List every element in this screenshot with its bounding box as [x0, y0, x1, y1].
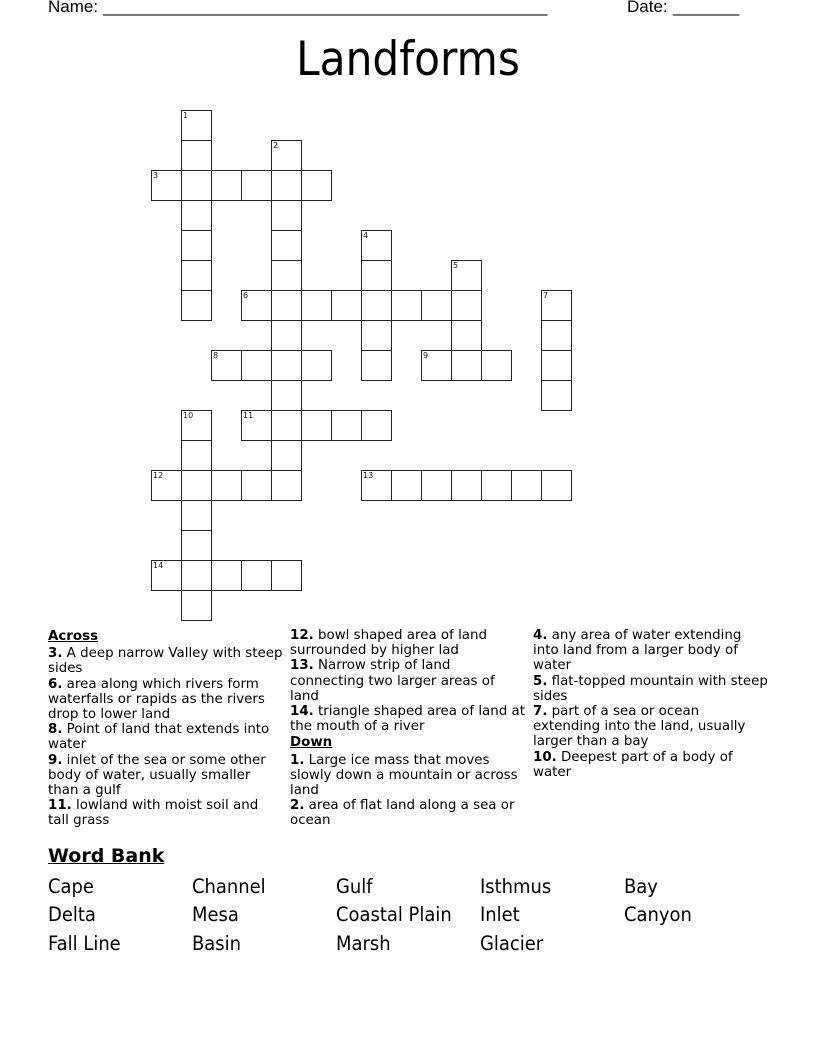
- crossword-cell[interactable]: [271, 470, 302, 501]
- crossword-cell[interactable]: [181, 410, 212, 441]
- crossword-cell[interactable]: [271, 290, 302, 321]
- crossword-cell[interactable]: [301, 350, 332, 381]
- crossword-cell[interactable]: [361, 230, 392, 261]
- crossword-cell[interactable]: [181, 110, 212, 141]
- cell-number: 6: [243, 291, 249, 300]
- crossword-cell[interactable]: [421, 350, 452, 381]
- crossword-cell[interactable]: [181, 170, 212, 201]
- cell-number: 10: [183, 411, 194, 420]
- clue-number: 9.: [48, 752, 63, 768]
- crossword-cell[interactable]: [361, 410, 392, 441]
- clue-text: A deep narrow Valley with steep sides: [48, 646, 283, 677]
- crossword-cell[interactable]: [211, 170, 242, 201]
- crossword-cell[interactable]: [151, 560, 182, 591]
- crossword-cell[interactable]: [541, 470, 572, 501]
- clues-column-1: [48, 628, 283, 829]
- word-bank-item: Basin: [192, 931, 242, 955]
- crossword-cell[interactable]: [301, 410, 332, 441]
- word-bank-row: [48, 929, 768, 958]
- crossword-cell[interactable]: [481, 350, 512, 381]
- clue-number: 8.: [48, 722, 63, 738]
- crossword-cell[interactable]: [301, 290, 332, 321]
- crossword-cell[interactable]: [541, 320, 572, 351]
- cell-number: 3: [153, 171, 159, 180]
- crossword-cell[interactable]: [451, 470, 482, 501]
- clue-number: 10.: [533, 749, 557, 765]
- word-bank-item: Bay: [624, 874, 658, 898]
- clue-down-10: [533, 750, 768, 780]
- cell-number: 2: [273, 141, 279, 150]
- cell-number: 13: [363, 471, 374, 480]
- word-bank-item: Glacier: [480, 931, 544, 955]
- crossword-cell[interactable]: [421, 290, 452, 321]
- clue-number: 7.: [533, 704, 548, 720]
- crossword-cell[interactable]: [181, 140, 212, 171]
- word-bank-item: Mesa: [192, 903, 239, 927]
- crossword-cell[interactable]: [361, 470, 392, 501]
- clue-across-3: [48, 646, 283, 676]
- crossword-cell[interactable]: [361, 350, 392, 381]
- down-heading: Down: [290, 735, 333, 751]
- crossword-cell[interactable]: [301, 170, 332, 201]
- clue-number: 4.: [533, 628, 548, 643]
- clue-text: bowl shaped area of land surrounded by higher lad: [290, 628, 487, 659]
- clue-text: inlet of the sea or some other body of water, usually smaller than a gulf: [48, 752, 266, 799]
- crossword-cell[interactable]: [181, 500, 212, 531]
- crossword-cell[interactable]: [241, 350, 272, 381]
- crossword-cell[interactable]: [361, 260, 392, 291]
- crossword-cell[interactable]: [151, 470, 182, 501]
- clue-across-12: [290, 628, 525, 658]
- crossword-cell[interactable]: [181, 440, 212, 471]
- clue-number: 3.: [48, 646, 63, 662]
- cell-number: 4: [363, 231, 369, 240]
- word-bank-item: Fall Line: [48, 931, 121, 955]
- clue-text: area along which rivers form waterfalls or rapids as the rivers drop to lower land: [48, 676, 265, 723]
- crossword-cell[interactable]: [241, 470, 272, 501]
- clue-down-1: [290, 753, 525, 799]
- clue-number: 13.: [290, 658, 314, 674]
- name-field[interactable]: _______________________________________________: [103, 0, 548, 16]
- clues-column-2: [290, 628, 525, 829]
- clue-number: 12.: [290, 628, 314, 643]
- clue-number: 5.: [533, 673, 548, 689]
- clue-text: triangle shaped area of land at the mouth of a river: [290, 704, 525, 735]
- crossword-cell[interactable]: [451, 350, 482, 381]
- crossword-cell[interactable]: [361, 320, 392, 351]
- crossword-cell[interactable]: [181, 530, 212, 561]
- cell-number: 12: [153, 471, 164, 480]
- crossword-cell[interactable]: [541, 350, 572, 381]
- clue-across-6: [48, 677, 283, 723]
- crossword-cell[interactable]: [271, 560, 302, 591]
- cell-number: 8: [213, 351, 219, 360]
- crossword-cell[interactable]: [481, 470, 512, 501]
- word-bank-row: [48, 872, 768, 901]
- clue-text: Large ice mass that moves slowly down a mountain or across land: [290, 752, 518, 799]
- word-bank-item: Inlet: [480, 903, 520, 927]
- clue-across-11: [48, 798, 283, 828]
- name-label: Name:: [48, 0, 99, 16]
- crossword-cell[interactable]: [181, 290, 212, 321]
- crossword-cell[interactable]: [331, 410, 362, 441]
- crossword-cell[interactable]: [211, 350, 242, 381]
- crossword-cell[interactable]: [271, 350, 302, 381]
- date-field[interactable]: _______: [673, 0, 740, 16]
- clue-number: 11.: [48, 798, 72, 814]
- cell-number: 1: [183, 111, 189, 120]
- crossword-cell[interactable]: [541, 380, 572, 411]
- clue-text: Narrow strip of land connecting two larger areas of land: [290, 658, 495, 704]
- clue-text: area of flat land along a sea or ocean: [290, 798, 515, 829]
- word-bank-item: Channel: [192, 874, 266, 898]
- crossword-cell[interactable]: [241, 290, 272, 321]
- crossword-cell[interactable]: [271, 170, 302, 201]
- crossword-cell[interactable]: [181, 590, 212, 621]
- clue-text: any area of water extending into land from a larger body of water: [533, 628, 742, 674]
- date-label: Date:: [627, 0, 668, 16]
- crossword-cell[interactable]: [211, 470, 242, 501]
- clue-down-4: [533, 628, 768, 674]
- word-bank-item: Isthmus: [480, 874, 552, 898]
- crossword-cell[interactable]: [271, 230, 302, 261]
- crossword-cell[interactable]: [451, 320, 482, 351]
- crossword-cell[interactable]: [391, 470, 422, 501]
- crossword-cell[interactable]: [391, 290, 422, 321]
- clue-down-7: [533, 704, 768, 750]
- across-heading: Across: [48, 629, 99, 644]
- clue-text: part of a sea or ocean extending into the land, usually larger than a bay: [533, 704, 746, 750]
- crossword-cell[interactable]: [241, 170, 272, 201]
- crossword-cell[interactable]: [271, 380, 302, 411]
- crossword-cell[interactable]: [271, 200, 302, 231]
- word-bank-title: Word Bank: [48, 845, 165, 867]
- cell-number: 5: [453, 261, 459, 270]
- crossword-cell[interactable]: [271, 410, 302, 441]
- crossword-cell[interactable]: [211, 560, 242, 591]
- crossword-cell[interactable]: [271, 140, 302, 171]
- clue-text: flat-topped mountain with steep sides: [533, 673, 768, 704]
- crossword-cell[interactable]: [421, 470, 452, 501]
- word-bank: [48, 872, 768, 958]
- cell-number: 14: [153, 561, 164, 570]
- crossword-cell[interactable]: [271, 440, 302, 471]
- crossword-cell[interactable]: [271, 320, 302, 351]
- page-title: Landforms: [296, 32, 520, 87]
- crossword-cell[interactable]: [241, 410, 272, 441]
- crossword-cell[interactable]: [541, 290, 572, 321]
- crossword-cell[interactable]: [181, 560, 212, 591]
- word-bank-item: Gulf: [336, 874, 373, 898]
- crossword-cell[interactable]: [181, 470, 212, 501]
- crossword-cell[interactable]: [151, 170, 182, 201]
- crossword-cell[interactable]: [271, 260, 302, 291]
- clue-number: 2.: [290, 798, 305, 814]
- clue-across-14: [290, 704, 525, 734]
- crossword-cell[interactable]: [241, 560, 272, 591]
- clues-column-3: [533, 628, 768, 780]
- crossword-cell[interactable]: [181, 200, 212, 231]
- clue-text: Deepest part of a body of water: [533, 749, 733, 780]
- clue-number: 6.: [48, 676, 63, 692]
- clue-across-9: [48, 753, 283, 799]
- word-bank-item: Coastal Plain: [336, 903, 452, 927]
- clue-across-13: [290, 658, 525, 704]
- word-bank-row: [48, 901, 768, 930]
- crossword-cell[interactable]: [361, 290, 392, 321]
- crossword-cell[interactable]: [331, 290, 362, 321]
- cell-number: 11: [243, 411, 254, 420]
- cell-number: 9: [423, 351, 429, 360]
- word-bank-item: Marsh: [336, 931, 391, 955]
- clue-number: 1.: [290, 752, 305, 768]
- crossword-cell[interactable]: [451, 290, 482, 321]
- clue-text: lowland with moist soil and tall grass: [48, 798, 259, 829]
- word-bank-item: Canyon: [624, 903, 692, 927]
- word-bank-item: Delta: [48, 903, 96, 927]
- word-bank-item: Cape: [48, 874, 94, 898]
- crossword-cell[interactable]: [511, 470, 542, 501]
- clue-across-8: [48, 722, 283, 752]
- crossword-cell[interactable]: [181, 260, 212, 291]
- clue-down-5: [533, 674, 768, 704]
- clue-text: Point of land that extends into water: [48, 722, 270, 753]
- clue-down-2: [290, 798, 525, 828]
- crossword-cell[interactable]: [181, 230, 212, 261]
- crossword-cell[interactable]: [451, 260, 482, 291]
- cell-number: 7: [543, 291, 549, 300]
- clue-number: 14.: [290, 704, 314, 720]
